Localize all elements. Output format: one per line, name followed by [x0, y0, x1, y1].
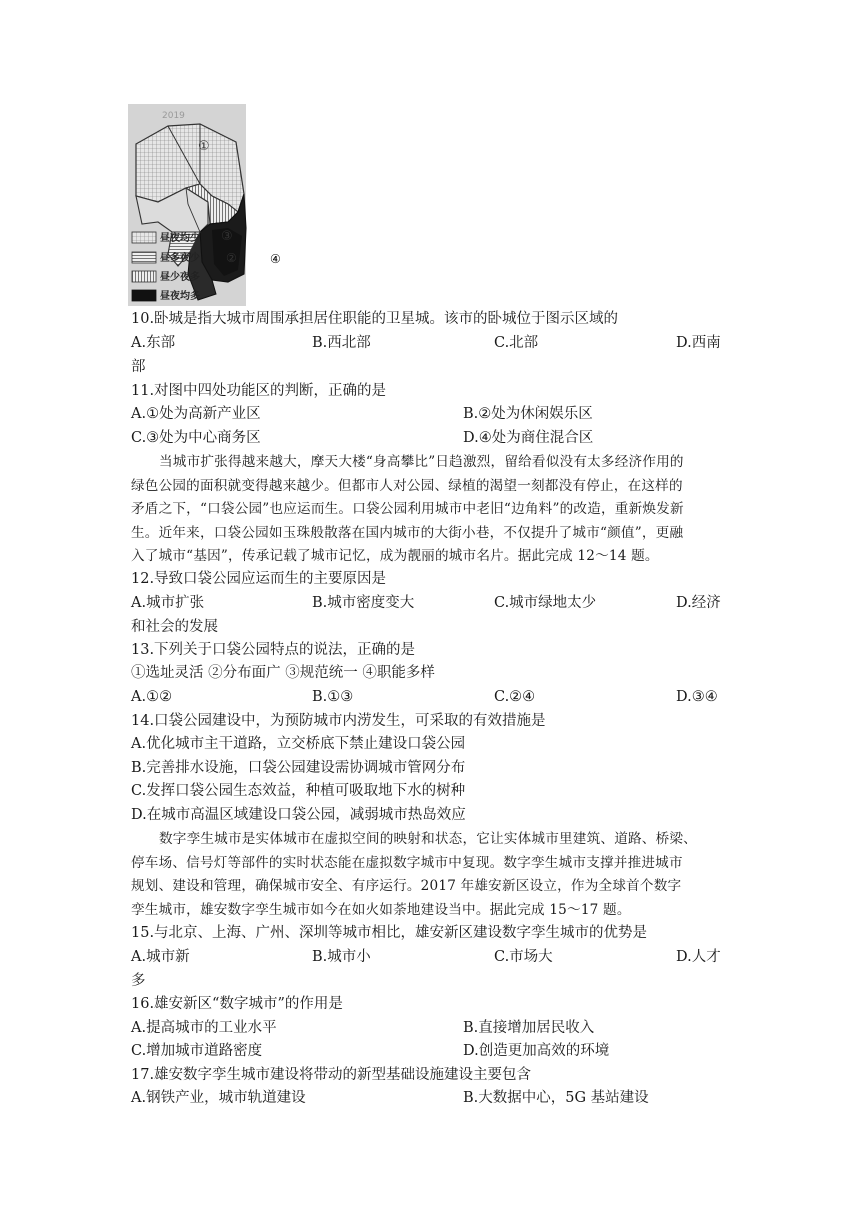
map-svg	[128, 104, 281, 306]
q14-option-b[interactable]: B.完善排水设施，口袋公园建设需协调城市管网分布	[131, 760, 466, 776]
q12-option-c[interactable]: C.城市绿地太少	[494, 595, 597, 611]
q13-option-c[interactable]: C.②④	[494, 689, 536, 705]
q12-stem: 12.导致口袋公园应运而生的主要原因是	[131, 571, 387, 587]
label-2: ②	[226, 251, 237, 265]
q13-option-d[interactable]: D.③④	[676, 689, 718, 705]
q11-option-a[interactable]: A.①处为高新产业区	[131, 406, 261, 422]
q17-stem: 17.雄安数字孪生城市建设将带动的新型基础设施建设主要包含	[131, 1067, 532, 1083]
q15-option-d-wrap: 多	[131, 973, 146, 989]
q11-option-d[interactable]: D.④处为商住混合区	[463, 430, 594, 446]
q16-option-c[interactable]: C.增加城市道路密度	[131, 1043, 263, 1059]
q16-stem: 16.雄安新区“数字城市”的作用是	[131, 996, 343, 1012]
q10-stem: 10.卧城是指大城市周围承担居住职能的卫星城。该市的卧城位于图示区域的	[131, 311, 619, 327]
q14-option-a[interactable]: A.优化城市主干道路，立交桥底下禁止建设口袋公园	[131, 736, 466, 752]
legend-item-1: 昼夜均少	[160, 233, 200, 244]
passage2-line: 停车场、信号灯等部件的实时状态能在虚拟数字城市中复现。数字孪生城市支撑并推进城市	[131, 855, 683, 871]
q12-option-a[interactable]: A.城市扩张	[131, 595, 205, 611]
q15-option-b[interactable]: B.城市小	[312, 949, 371, 965]
q15-option-c[interactable]: C.市场大	[494, 949, 553, 965]
q14-option-c[interactable]: C.发挥口袋公园生态效益，种植可吸取地下水的树种	[131, 783, 466, 799]
legend-item-4: 昼夜均多	[160, 291, 200, 302]
q17-option-a[interactable]: A.钢铁产业，城市轨道建设	[131, 1090, 306, 1106]
q13-option-a[interactable]: A.①②	[131, 689, 173, 705]
q15-option-a[interactable]: A.城市新	[131, 949, 190, 965]
passage2-line: 孪生城市，雄安数字孪生城市如今在如火如荼地建设当中。据此完成 15～17 题。	[131, 902, 631, 918]
q10-option-a[interactable]: A.东部	[131, 335, 176, 351]
passage1-line: 当城市扩张得越来越大，摩天大楼“身高攀比”日趋激烈，留给看似没有太多经济作用的	[159, 454, 684, 470]
q16-option-a[interactable]: A.提高城市的工业水平	[131, 1020, 277, 1036]
q13-option-b[interactable]: B.①③	[312, 689, 354, 705]
passage1-line: 生。近年来，口袋公园如玉珠般散落在国内城市的大街小巷，不仅提升了城市“颜值”，更融	[131, 525, 684, 541]
q10-option-c[interactable]: C.北部	[494, 335, 539, 351]
q10-option-b[interactable]: B.西北部	[312, 335, 371, 351]
label-4: ④	[270, 252, 281, 266]
passage1-line: 矛盾之下，“口袋公园”也应运而生。口袋公园利用城市中老旧“边角料”的改造，重新焕发新	[131, 501, 684, 517]
map-header-text: 2019	[162, 111, 185, 121]
q15-option-d[interactable]: D.人才	[676, 949, 721, 965]
q13-items: ①选址灵活 ②分布面广 ③规范统一 ④职能多样	[131, 665, 435, 681]
q17-option-b[interactable]: B.大数据中心，5G 基站建设	[463, 1090, 649, 1106]
q11-stem: 11.对图中四处功能区的判断，正确的是	[131, 383, 387, 399]
passage1-line: 绿色公园的面积就变得越来越少。但都市人对公园、绿植的渴望一刻都没有停止，在这样的	[131, 478, 683, 494]
q11-option-c[interactable]: C.③处为中心商务区	[131, 430, 261, 446]
q12-option-b[interactable]: B.城市密度变大	[312, 595, 415, 611]
q10-option-d-wrap: 部	[131, 359, 146, 375]
passage2-line: 数字孪生城市是实体城市在虚拟空间的映射和状态，它让实体城市里建筑、道路、桥梁、	[159, 831, 697, 847]
label-3: ③	[221, 229, 233, 244]
q10-option-d[interactable]: D.西南	[676, 335, 721, 351]
legend-item-3: 昼少夜多	[160, 272, 200, 283]
q12-option-d-wrap: 和社会的发展	[131, 619, 218, 635]
q16-option-b[interactable]: B.直接增加居民收入	[463, 1020, 595, 1036]
passage2-line: 规划、建设和管理，确保城市安全、有序运行。2017 年雄安新区设立，作为全球首个数字	[131, 878, 682, 894]
q12-option-d[interactable]: D.经济	[676, 595, 721, 611]
q16-option-d[interactable]: D.创造更加高效的环境	[463, 1043, 610, 1059]
legend-item-2: 昼多夜少	[160, 253, 200, 264]
label-1: ①	[198, 139, 210, 154]
q14-stem: 14.口袋公园建设中，为预防城市内涝发生，可采取的有效措施是	[131, 713, 546, 729]
passage1-line: 入了城市“基因”，传承记载了城市记忆，成为靓丽的城市名片。据此完成 12～14 题。	[131, 548, 659, 564]
function-zone-map	[128, 104, 281, 306]
q13-stem: 13.下列关于口袋公园特点的说法，正确的是	[131, 642, 416, 658]
q14-option-d[interactable]: D.在城市高温区域建设口袋公园，减弱城市热岛效应	[131, 807, 466, 823]
q15-stem: 15.与北京、上海、广州、深圳等城市相比，雄安新区建设数字孪生城市的优势是	[131, 925, 648, 941]
q11-option-b[interactable]: B.②处为休闲娱乐区	[463, 406, 593, 422]
